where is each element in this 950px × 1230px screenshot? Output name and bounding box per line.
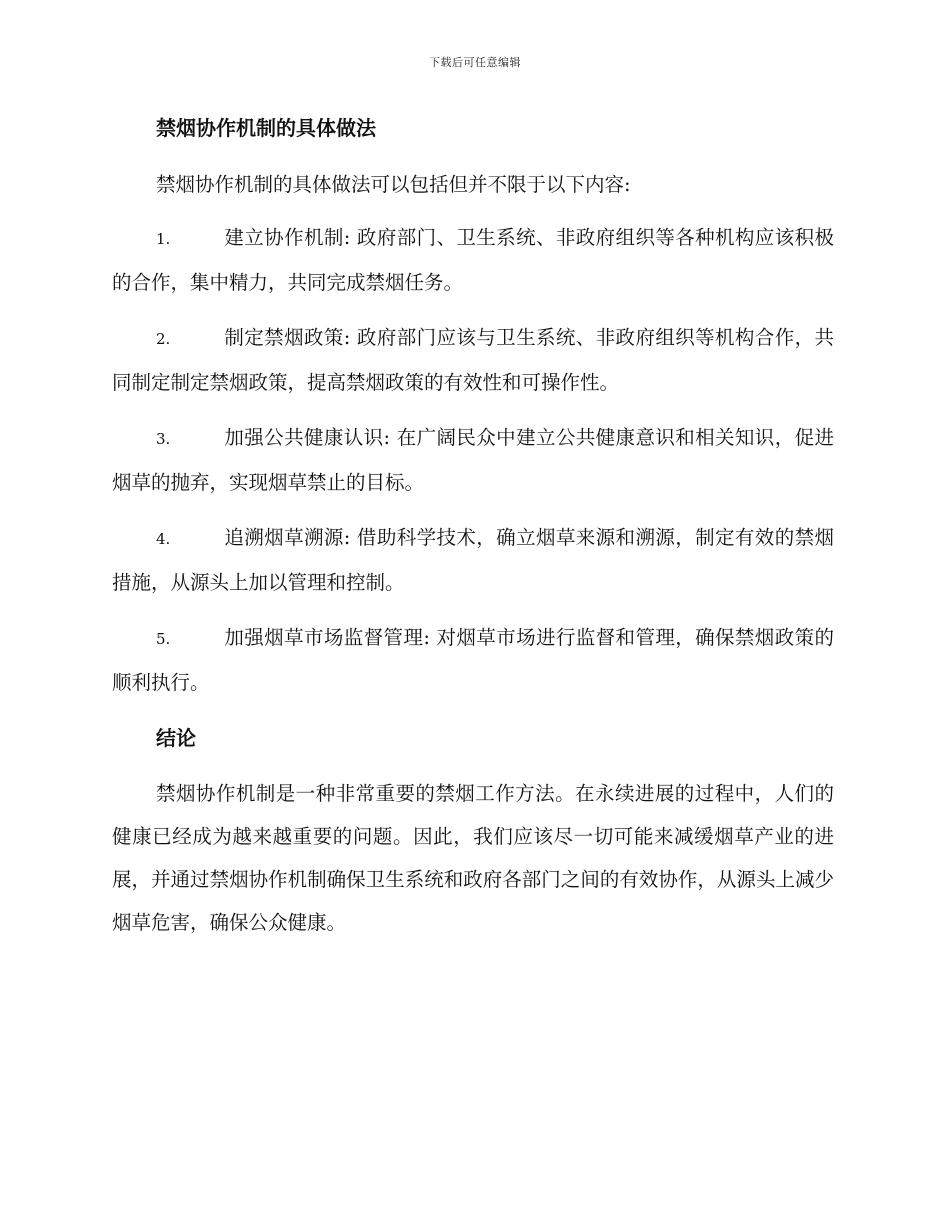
list-item (112, 416, 834, 504)
list-item-text: 加强公共健康认识: 在广阔民众中建立公共健康意识和相关知识，促进烟草的抛弃，实现烟草禁止的目标。 (112, 426, 834, 494)
list-item-number: 1. (156, 230, 171, 248)
list-item (112, 316, 834, 404)
list-item-number: 3. (156, 430, 171, 448)
list-item-text: 建立协作机制: 政府部门、卫生系统、非政府组织等各种机构应该积极的合作，集中精力，共同完成禁烟任务。 (112, 226, 834, 294)
section-heading-conclusion: 结论 (156, 726, 196, 750)
conclusion-paragraph: 禁烟协作机制是一种非常重要的禁烟工作方法。在永续进展的过程中，人们的健康已经成为越来越重要的问题。因此，我们应该尽一切可能来减缓烟草产业的进展，并通过禁烟协作机制确保卫生系统和政府各部门之间的有效协作，从源头上减少烟草危害，确保公众健康。 (112, 782, 834, 934)
list-item (112, 616, 834, 704)
section-heading-practices: 禁烟协作机制的具体做法 (156, 116, 376, 140)
intro-paragraph: 禁烟协作机制的具体做法可以包括但并不限于以下内容: (156, 173, 631, 196)
header-note: 下载后可任意编辑 (429, 56, 521, 69)
list-item-number: 5. (156, 630, 171, 648)
list-item (112, 516, 834, 604)
document-content (112, 106, 834, 944)
list-item-number: 2. (156, 330, 171, 348)
list-item (112, 216, 834, 304)
list-item-text: 追溯烟草溯源: 借助科学技术，确立烟草来源和溯源，制定有效的禁烟措施，从源头上加以管理和控制。 (112, 526, 834, 594)
list-item-text: 加强烟草市场监督管理: 对烟草市场进行监督和管理，确保禁烟政策的顺利执行。 (112, 626, 834, 694)
list-item-text: 制定禁烟政策: 政府部门应该与卫生系统、非政府组织等机构合作，共同制定制定禁烟政策，提高禁烟政策的有效性和可操作性。 (112, 326, 834, 394)
list-item-number: 4. (156, 530, 171, 548)
